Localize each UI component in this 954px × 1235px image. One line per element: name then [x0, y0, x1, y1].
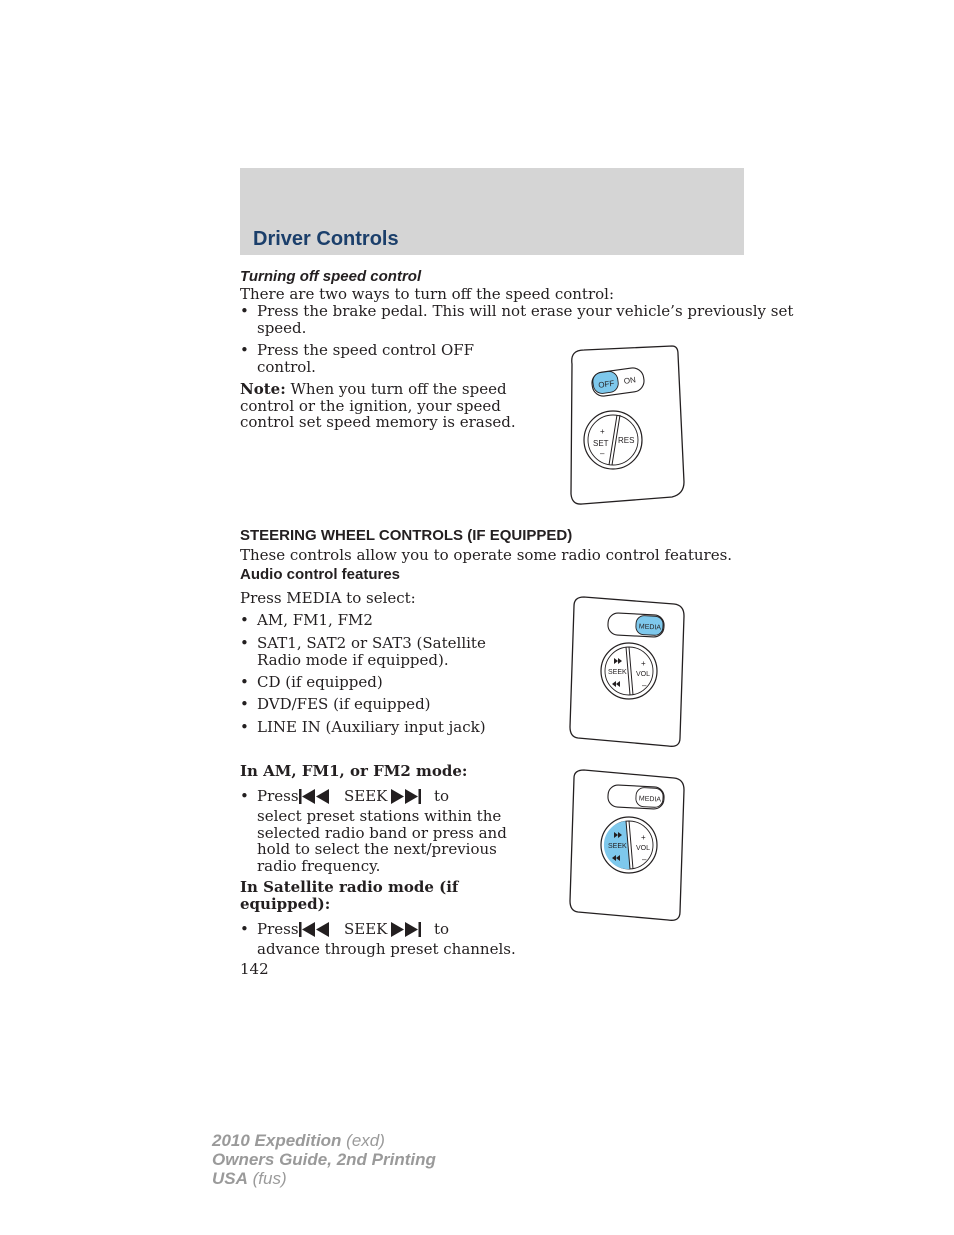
- seek-back-icon: [298, 920, 332, 939]
- svg-text:VOL: VOL: [636, 671, 651, 678]
- svg-text:–: –: [642, 855, 647, 864]
- svg-text:SET: SET: [593, 439, 609, 448]
- list-item: • Press the speed control OFF control.: [240, 341, 475, 376]
- svg-text:VOL: VOL: [636, 845, 651, 852]
- am-mode-heading: In AM, FM1, or FM2 mode:: [240, 762, 468, 780]
- sat-mode-heading: In Satellite radio mode (if equipped):: [240, 878, 459, 913]
- list-item: • DVD/FES (if equipped): [240, 695, 431, 713]
- svg-text:+: +: [600, 427, 605, 436]
- seek-control-figure: [562, 766, 690, 924]
- media-control-figure: [562, 592, 690, 750]
- list-item: • LINE IN (Auxiliary input jack): [240, 718, 486, 736]
- svg-text:–: –: [600, 449, 605, 458]
- steering-heading: STEERING WHEEL CONTROLS (IF EQUIPPED): [240, 527, 573, 544]
- seek-back-icon: [298, 787, 332, 806]
- steering-intro: These controls allow you to operate some radio control features.: [240, 546, 733, 564]
- page-number: 142: [240, 960, 269, 978]
- press-media-text: Press MEDIA to select:: [240, 589, 416, 607]
- list-item: • SAT1, SAT2 or SAT3 (Satellite Radio mode if equipped).: [240, 634, 486, 669]
- speed-off-heading: Turning off speed control: [240, 268, 422, 285]
- svg-text:+: +: [641, 659, 646, 668]
- svg-text:+: +: [641, 833, 646, 842]
- list-item: • Press SEEK to select preset stations within the selected radio band or press and hold to select the next/previous radio frequency.: [240, 787, 507, 875]
- seek-forward-icon: [388, 787, 422, 806]
- list-item: • AM, FM1, FM2: [240, 611, 373, 629]
- svg-text:ON: ON: [623, 375, 637, 386]
- section-header: [240, 168, 744, 255]
- document-footer: 2010 Expedition (exd) Owners Guide, 2nd Printing USA (fus): [212, 1131, 436, 1188]
- svg-text:SEEK: SEEK: [608, 843, 627, 850]
- list-item: • Press SEEK to advance through preset channels.: [240, 920, 516, 958]
- speed-control-figure: [560, 342, 690, 508]
- seek-forward-icon: [388, 920, 422, 939]
- svg-text:SEEK: SEEK: [608, 669, 627, 676]
- speed-off-intro: There are two ways to turn off the speed control:: [240, 285, 615, 303]
- svg-text:OFF: OFF: [597, 378, 615, 390]
- list-item: • Press the brake pedal. This will not erase your vehicle’s previously set speed.: [240, 302, 794, 337]
- svg-text:RES: RES: [618, 436, 635, 445]
- list-item: • CD (if equipped): [240, 673, 383, 691]
- svg-text:MEDIA: MEDIA: [638, 795, 662, 804]
- svg-text:–: –: [642, 681, 647, 690]
- section-title: Driver Controls: [253, 228, 399, 250]
- svg-text:MEDIA: MEDIA: [638, 623, 662, 632]
- audio-subheading: Audio control features: [240, 566, 401, 583]
- note-paragraph: Note: When you turn off the speed control or the ignition, your speed control set speed memory is erased.: [240, 380, 516, 431]
